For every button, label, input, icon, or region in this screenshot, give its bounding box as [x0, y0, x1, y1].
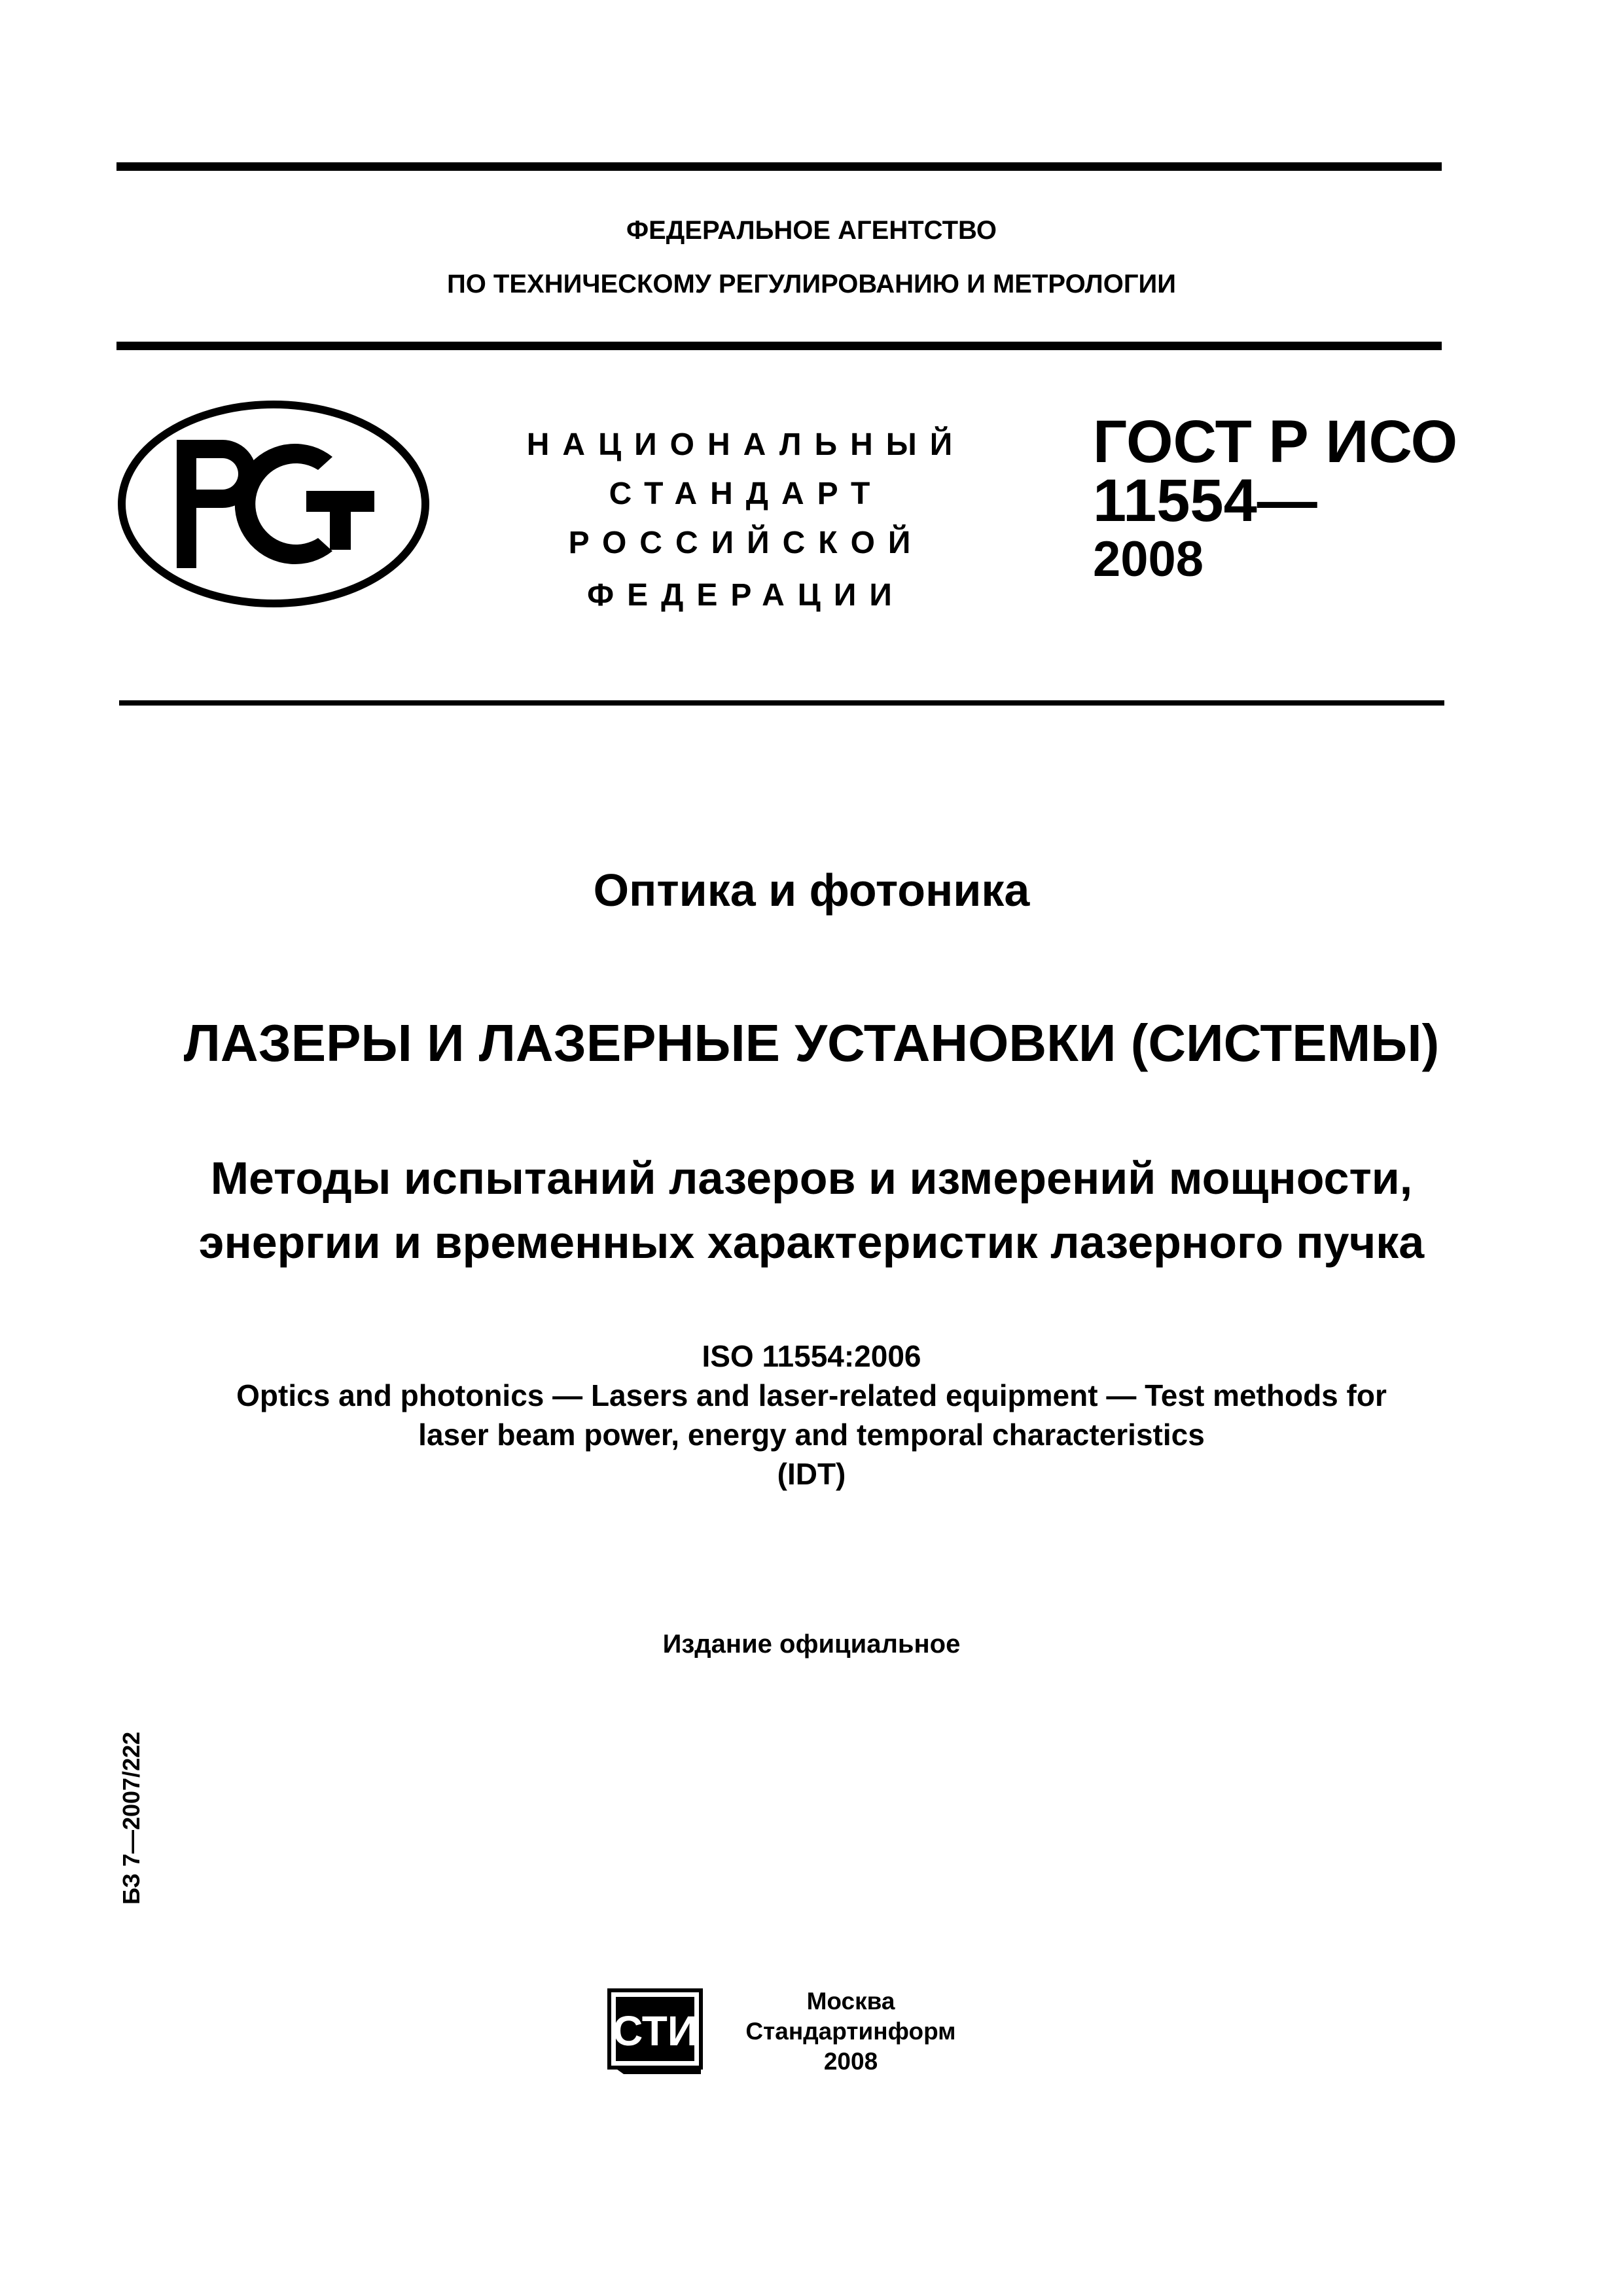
- iso-title-line-3: (IDT): [777, 1457, 846, 1491]
- rst-mark-icon: [177, 440, 374, 568]
- iso-number: ISO 11554:2006: [702, 1339, 921, 1373]
- designation-line-3: 2008: [1093, 531, 1204, 587]
- publisher-year: 2008: [823, 2048, 878, 2075]
- sub-title-line-1: Методы испытаний лазеров и измерений мощности,: [210, 1153, 1413, 1204]
- national-standard-line-4: ФЕДЕРАЦИИ: [587, 578, 905, 613]
- agency-line-2: ПО ТЕХНИЧЕСКОМУ РЕГУЛИРОВАНИЮ И МЕТРОЛОГИИ: [446, 270, 1177, 298]
- designation-line-1: ГОСТ Р ИСО: [1093, 408, 1458, 475]
- national-standard-line-1: НАЦИОНАЛЬНЫЙ: [526, 427, 966, 462]
- field-title: Оптика и фотоника: [593, 865, 1030, 916]
- publisher-logo-text: СТИ: [613, 2007, 698, 2054]
- national-standard-line-3: РОССИЙСКОЙ: [568, 526, 924, 560]
- rst-outer-ellipse: [122, 404, 425, 603]
- standard-designation: [1093, 408, 1458, 589]
- iso-title-line-1: Optics and photonics — Lasers and laser-related equipment — Test methods for: [236, 1378, 1387, 1412]
- agency-line-1: ФЕДЕРАЛЬНОЕ АГЕНТСТВО: [626, 216, 997, 245]
- sub-title-line-2: энергии и временных характеристик лазерного пучка: [198, 1217, 1425, 1268]
- edition-label: Издание официальное: [662, 1630, 961, 1659]
- side-code: БЗ 7—2007/222: [118, 1731, 145, 1905]
- designation-line-2: 11554—: [1093, 467, 1317, 534]
- rst-logo: [116, 399, 431, 609]
- agency-rule: [116, 342, 1442, 350]
- national-standard-line-2: СТАНДАРТ: [609, 476, 883, 511]
- publisher-city: Москва: [806, 1988, 895, 2015]
- standartinform-mark-icon: [609, 1990, 701, 2074]
- iso-title-line-2: laser beam power, energy and temporal characteristics: [418, 1418, 1205, 1452]
- publisher-name: Стандартинформ: [745, 2018, 956, 2045]
- top-rule: [116, 162, 1442, 171]
- header-bottom-rule: [119, 700, 1444, 706]
- main-title: ЛАЗЕРЫ И ЛАЗЕРНЫЕ УСТАНОВКИ (СИСТЕМЫ): [183, 1014, 1440, 1072]
- publisher-logo: [605, 1986, 710, 2078]
